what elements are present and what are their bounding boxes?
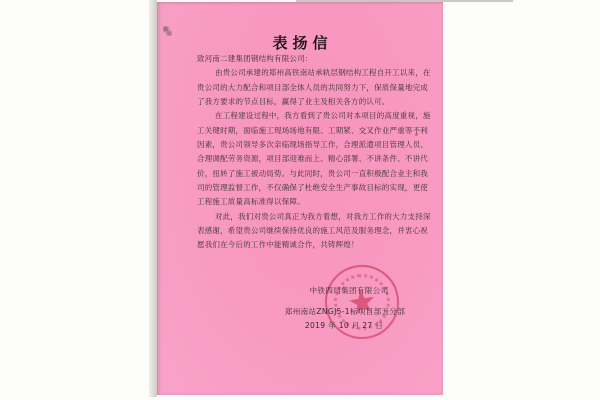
company-seal-stamp: [320, 260, 404, 344]
body-line: 工关键时期，面临施工现场场地有限、工期紧、交叉作业严重等不利: [197, 125, 428, 135]
salutation-line: 致河南二建集团钢结构有限公司：: [197, 54, 313, 63]
body-line: 价，扭转了施工被动局势。与此同时，贵公司一直积极配合业主和我: [197, 168, 428, 178]
body-line: 由贵公司承建的郑州高铁南站承轨层钢结构工程自开工以来，在: [215, 68, 431, 78]
signature-project: 郑州南站ZNGJ5-1标项目部五分部: [284, 307, 406, 316]
signature-company: 中铁四局集团有限公司: [309, 286, 389, 295]
body-line: 表感谢，希望贵公司继续保持优良的施工风范及服务理念，并衷心祝: [197, 226, 428, 236]
body-line: 司的管理监督工作，不仅确保了杜绝安全生产事故目标的实现，更使: [197, 183, 428, 193]
body-line: 了我方要求的节点目标，赢得了业主及相关各方的认可。: [197, 97, 390, 107]
body-line: 合理调配劳务资源，项目部迎难而上、精心部署、不讲条件、不讲代: [197, 154, 428, 164]
body-line: 工程施工质量高标准得以保障。: [197, 197, 305, 207]
star-icon: [346, 286, 378, 318]
letter-paper: [157, 2, 443, 395]
body-line: 因素，贵公司领导多次亲临现场指导工作，合理派遣项目管理人员、: [197, 140, 428, 150]
letter-body: [197, 52, 429, 253]
signature-date: 2019 年 10 月 27 日: [304, 321, 384, 330]
body-line: 对此，我们对贵公司真正为我方着想，对我方工作的大力支持深: [215, 211, 431, 221]
letter-title: 表扬信: [272, 34, 333, 52]
body-line: 在工程建设过程中，我方看到了贵公司对本项目的高度重视，施: [215, 111, 431, 121]
body-line: 愿我们在今后的工作中能精诚合作，共铸辉煌！: [197, 240, 359, 250]
body-line: 贵公司的大力配合和项目部全体人员的共同努力下，保质保量地完成: [197, 82, 428, 92]
scan-paper-edge-shadow: [149, 0, 157, 397]
